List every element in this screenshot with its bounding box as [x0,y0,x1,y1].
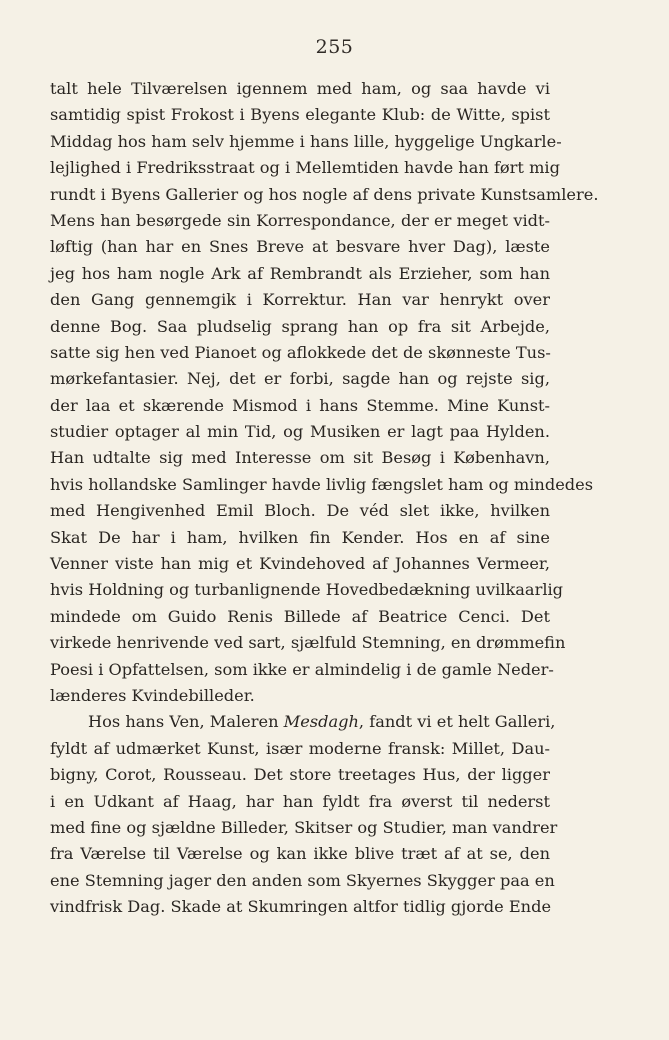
text-line: vindfrisk Dag. Skade at Skumringen altfor tidlig gjorde Ende [50,897,552,917]
page-number: 255 [315,36,354,58]
text-line: Poesi i Opfattelsen, som ikke er almindelig i de gamle Neder- [50,659,554,679]
text-line: hvis Holdning og turbanlignende Hovedbedækning uvilkaarlig [50,580,564,600]
text-line: løftig (han har en Snes Breve at besvare hver Dag), læste [50,237,550,257]
text-line: Mens han besørgede sin Korrespondance, der er meget vidt- [50,210,550,230]
text-line: studier optager al min Tid, og Musiken er lagt paa Hylden. [50,422,550,442]
text-line: der laa et skærende Mismod i hans Stemme. Mine Kunst- [50,395,550,415]
text-line: rundt i Byens Gallerier og hos nogle af dens private Kunstsamlere. [50,184,599,204]
body-text [50,76,599,921]
text-line: Venner viste han mig et Kvindehoved af Johannes Vermeer, [50,554,550,574]
text-line: Skat De har i ham, hvilken fin Kender. Hos en af sine [50,527,550,547]
text-line: med fine og sjældne Billeder, Skitser og Studier, man vandrer [50,817,558,837]
text-line: lejlighed i Fredriksstraat og i Mellemtiden havde han ført mig [50,158,560,178]
text-line: samtidig spist Frokost i Byens elegante Klub: de Witte, spist [50,105,550,125]
text-line: fra Værelse til Værelse og kan ikke blive træt af at se, den [50,844,550,864]
text-line: med Hengivenhed Emil Bloch. De véd slet ikke, hvilken [50,501,550,521]
italic-name: Mesdagh [283,712,359,732]
paragraph-start-line [50,709,556,735]
text-line: mørkefantasier. Nej, det er forbi, sagde han og rejste sig, [50,369,550,389]
text-line: talt hele Tilværelsen igennem med ham, og saa havde vi [50,79,550,98]
text-line: i en Udkant af Haag, har han fyldt fra øverst til nederst [50,791,550,811]
text-line: bigny, Corot, Rousseau. Det store treetages Hus, der ligger [50,765,550,785]
text-line: jeg hos ham nogle Ark af Rembrandt als Erzieher, som han [50,263,550,283]
text-line: fyldt af udmærket Kunst, især moderne fransk: Millet, Dau- [50,738,550,758]
text-line: mindede om Guido Renis Billede af Beatrice Cenci. Det [50,606,550,626]
text-line: Middag hos ham selv hjemme i hans lille, hyggelige Ungkarle- [50,131,562,151]
paragraph-end-line: lænderes Kvindebilleder. [50,685,255,705]
text-run: , fandt vi et helt Galleri, [358,712,556,732]
text-line: virkede henrivende ved sart, sjælfuld Stemning, en drømmefin [50,633,566,653]
text-line: hvis hollandske Samlinger havde livlig fængslet ham og mindedes [50,474,594,494]
text-run: Hos hans Ven, Maleren [88,712,284,732]
text-line: satte sig hen ved Pianoet og aflokkede det de skønneste Tus- [50,342,551,362]
text-line: denne Bog. Saa pludselig sprang han op fra sit Arbejde, [50,316,550,336]
text-line: den Gang gennemgik i Korrektur. Han var henrykt over [50,290,550,310]
text-line: Han udtalte sig med Interesse om sit Besøg i København, [50,448,550,468]
text-line: ene Stemning jager den anden som Skyernes Skygger paa en [50,870,555,890]
